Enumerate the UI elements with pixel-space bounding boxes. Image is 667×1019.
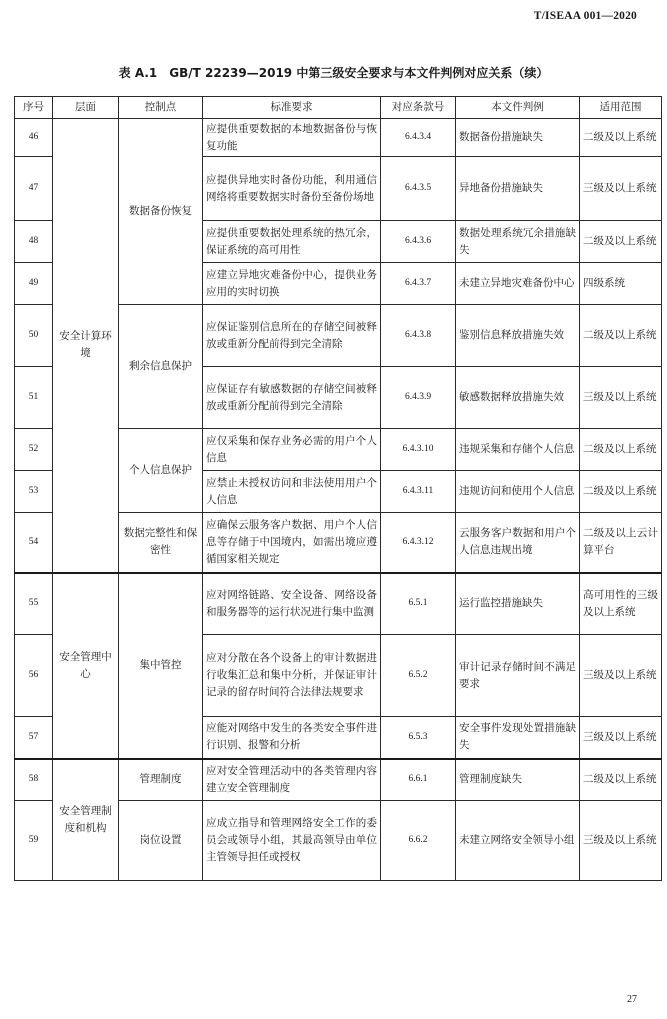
row-number: 58: [15, 759, 53, 801]
scope-cell: 三级及以上系统: [580, 717, 662, 759]
requirement-cell: 应成立指导和管理网络安全工作的委员会或领导小组，其最高领导由单位主管领导担任或授权: [203, 801, 381, 881]
clause-cell: 6.4.3.4: [381, 119, 456, 157]
control-point-cell: 管理制度: [119, 759, 203, 801]
scope-cell: 二级及以上系统: [580, 759, 662, 801]
clause-cell: 6.4.3.8: [381, 305, 456, 367]
case-cell: 审计记录存储时间不满足要求: [456, 635, 580, 717]
scope-cell: 三级及以上系统: [580, 635, 662, 717]
case-cell: 敏感数据释放措施失效: [456, 367, 580, 429]
control-point-cell: 数据备份恢复: [119, 119, 203, 305]
requirement-cell: 应禁止未授权访问和非法使用用户个人信息: [203, 471, 381, 513]
control-point-cell: 剩余信息保护: [119, 305, 203, 429]
case-cell: 数据处理系统冗余措施缺失: [456, 221, 580, 263]
case-cell: 违规采集和存储个人信息: [456, 429, 580, 471]
scope-cell: 二级及以上云计算平台: [580, 513, 662, 573]
requirement-cell: 应提供重要数据处理系统的热冗余，保证系统的高可用性: [203, 221, 381, 263]
clause-cell: 6.6.2: [381, 801, 456, 881]
row-number: 57: [15, 717, 53, 759]
row-number: 59: [15, 801, 53, 881]
scope-cell: 三级及以上系统: [580, 157, 662, 221]
clause-cell: 6.5.2: [381, 635, 456, 717]
row-number: 48: [15, 221, 53, 263]
header-case: 本文件判例: [456, 97, 580, 119]
requirement-cell: 应提供重要数据的本地数据备份与恢复功能: [203, 119, 381, 157]
row-number: 50: [15, 305, 53, 367]
header-control-point: 控制点: [119, 97, 203, 119]
layer-cell: 安全管理制度和机构: [53, 759, 119, 881]
clause-cell: 6.5.1: [381, 573, 456, 635]
scope-cell: 二级及以上系统: [580, 305, 662, 367]
scope-cell: 二级及以上系统: [580, 471, 662, 513]
header-clause: 对应条款号: [381, 97, 456, 119]
case-cell: 运行监控措施缺失: [456, 573, 580, 635]
scope-cell: 三级及以上系统: [580, 367, 662, 429]
table-row: [15, 759, 662, 801]
row-number: 46: [15, 119, 53, 157]
clause-cell: 6.4.3.9: [381, 367, 456, 429]
table-header-row: [15, 97, 662, 119]
scope-cell: 三级及以上系统: [580, 801, 662, 881]
table-row: [15, 119, 662, 157]
control-point-cell: 岗位设置: [119, 801, 203, 881]
scope-cell: 四级系统: [580, 263, 662, 305]
document-number: T/ISEAA 001—2020: [533, 10, 637, 22]
case-cell: 未建立异地灾难备份中心: [456, 263, 580, 305]
row-number: 55: [15, 573, 53, 635]
clause-cell: 6.5.3: [381, 717, 456, 759]
clause-cell: 6.4.3.12: [381, 513, 456, 573]
clause-cell: 6.4.3.11: [381, 471, 456, 513]
scope-cell: 二级及以上系统: [580, 429, 662, 471]
scope-cell: 二级及以上系统: [580, 221, 662, 263]
row-number: 53: [15, 471, 53, 513]
requirement-cell: 应建立异地灾难备份中心，提供业务应用的实时切换: [203, 263, 381, 305]
layer-cell: 安全管理中心: [53, 573, 119, 759]
mapping-table: [14, 96, 662, 881]
control-point-cell: 数据完整性和保密性: [119, 513, 203, 573]
requirement-cell: 应提供异地实时备份功能，利用通信网络将重要数据实时备份至备份场地: [203, 157, 381, 221]
page-number: 27: [627, 994, 637, 1005]
requirement-cell: 应对网络链路、安全设备、网络设备和服务器等的运行状况进行集中监测: [203, 573, 381, 635]
row-number: 56: [15, 635, 53, 717]
case-cell: 违规访问和使用个人信息: [456, 471, 580, 513]
requirement-cell: 应对分散在各个设备上的审计数据进行收集汇总和集中分析，并保证审计记录的留存时间符合法律法规要求: [203, 635, 381, 717]
header-scope: 适用范围: [580, 97, 662, 119]
table-row: [15, 573, 662, 635]
clause-cell: 6.6.1: [381, 759, 456, 801]
table-title: 表 A.1 GB/T 22239—2019 中第三级安全要求与本文件判例对应关系（续）: [118, 66, 549, 80]
requirement-cell: 应确保云服务客户数据、用户个人信息等存储于中国境内，如需出境应遵循国家相关规定: [203, 513, 381, 573]
scope-cell: 高可用性的三级及以上系统: [580, 573, 662, 635]
clause-cell: 6.4.3.5: [381, 157, 456, 221]
header-layer: 层面: [53, 97, 119, 119]
requirement-cell: 应仅采集和保存业务必需的用户个人信息: [203, 429, 381, 471]
case-cell: 管理制度缺失: [456, 759, 580, 801]
requirement-cell: 应保证鉴别信息所在的存储空间被释放或重新分配前得到完全清除: [203, 305, 381, 367]
clause-cell: 6.4.3.10: [381, 429, 456, 471]
clause-cell: 6.4.3.6: [381, 221, 456, 263]
row-number: 47: [15, 157, 53, 221]
requirement-cell: 应保证存有敏感数据的存储空间被释放或重新分配前得到完全清除: [203, 367, 381, 429]
control-point-cell: 个人信息保护: [119, 429, 203, 513]
requirement-cell: 应对安全管理活动中的各类管理内容建立安全管理制度: [203, 759, 381, 801]
row-number: 51: [15, 367, 53, 429]
row-number: 52: [15, 429, 53, 471]
scope-cell: 二级及以上系统: [580, 119, 662, 157]
header-no: 序号: [15, 97, 53, 119]
case-cell: 异地备份措施缺失: [456, 157, 580, 221]
header-requirement: 标准要求: [203, 97, 381, 119]
control-point-cell: 集中管控: [119, 573, 203, 759]
row-number: 54: [15, 513, 53, 573]
requirement-cell: 应能对网络中发生的各类安全事件进行识别、报警和分析: [203, 717, 381, 759]
clause-cell: 6.4.3.7: [381, 263, 456, 305]
case-cell: 鉴别信息释放措施失效: [456, 305, 580, 367]
case-cell: 数据备份措施缺失: [456, 119, 580, 157]
case-cell: 安全事件发现处置措施缺失: [456, 717, 580, 759]
layer-cell: 安全计算环境: [53, 119, 119, 573]
case-cell: 云服务客户数据和用户个人信息违规出境: [456, 513, 580, 573]
case-cell: 未建立网络安全领导小组: [456, 801, 580, 881]
row-number: 49: [15, 263, 53, 305]
